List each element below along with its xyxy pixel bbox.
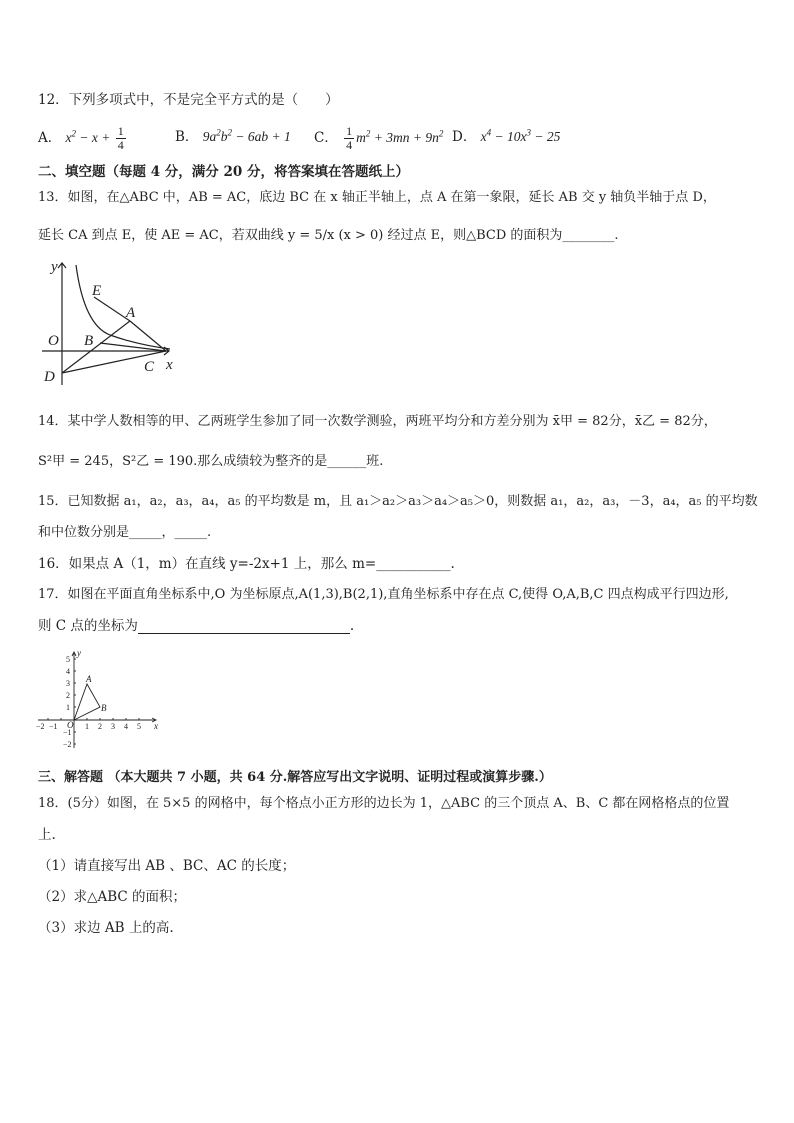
ytick-label: −2 (63, 740, 72, 749)
q17-line2: 则 C 点的坐标为 . (38, 618, 355, 634)
q18-line2: 上. (38, 827, 56, 843)
label-b: B (101, 703, 107, 713)
answer-blank[interactable] (138, 619, 350, 634)
option-label: B． (175, 129, 199, 145)
xtick-label: 4 (124, 722, 128, 731)
q12-stem: 12．下列多项式中，不是完全平方式的是（ ） (38, 92, 339, 108)
q13-line1: 13．如图，在△ABC 中，AB = AC，底边 BC 在 x 轴正半轴上，点 A 在第一象限，延长 AB 交 y 轴负半轴于点 D， (38, 190, 716, 205)
xtick-label: −2 (36, 722, 45, 731)
q18-sub1: （1）请直接写出 AB 、BC、AC 的长度； (38, 858, 296, 874)
line-ac (130, 321, 166, 351)
label-o: O (67, 720, 74, 730)
option-expr: $9a^2b^2 - 6ab + 1$ (202, 127, 291, 144)
q17-line1: 17．如图在平面直角坐标系中,O 为坐标原点,A(1,3),B(2,1),直角坐标系中存在点 C,使得 O,A,B,C 四点构成平行四边形, (38, 587, 729, 602)
ytick-label: 2 (66, 691, 70, 700)
option-label: C． (314, 130, 338, 146)
ytick-label: 5 (66, 655, 70, 664)
ytick-label: 1 (66, 703, 70, 712)
option-label: D． (452, 129, 477, 145)
xtick-label: 1 (85, 722, 89, 731)
q18-sub3: （3）求边 AB 上的高. (38, 920, 174, 936)
q12-option-c[interactable]: C． $\frac{1}{4}$ $m^2 + 3mn + 9n^2$ (314, 124, 444, 152)
label-e: E (92, 283, 102, 299)
xtick-label: 2 (98, 722, 102, 731)
label-b: B (84, 333, 94, 349)
q18-line1: 18．(5分）如图，在 5×5 的网格中，每个格点小正方形的边长为 1，△ABC 的三个顶点 A、B、C 都在网格格点的位置 (38, 796, 730, 811)
label-a: A (86, 674, 92, 684)
ytick-label: 4 (66, 667, 70, 676)
triangle-oab (74, 684, 100, 720)
label-a: A (126, 305, 136, 321)
label-d: D (44, 369, 55, 385)
ytick-label: −1 (63, 728, 72, 737)
q18-sub2: （2）求△ABC 的面积； (38, 889, 187, 905)
q17-figure (34, 648, 164, 753)
xtick-label: −1 (49, 722, 58, 731)
q13-figure (38, 255, 178, 390)
option-expr: $m^2 + 3mn + 9n^2$ (356, 128, 444, 145)
option-expr: $x^4 - 10x^3 - 25$ (480, 127, 561, 144)
q12-option-a[interactable]: A． $x^2 - x$ + $\frac{1}{4}$ (38, 124, 124, 152)
q15-line2: 和中位数分别是_____，_____. (38, 525, 212, 540)
q14-line1: 14．某中学人数相等的甲、乙两班学生参加了同一次数学测验，两班平均分和方差分别为 x̄甲 = 82分，x̄乙 = 82分， (38, 414, 717, 429)
line-ea (94, 297, 130, 321)
q12-option-b[interactable] (175, 125, 291, 145)
xtick-label: 3 (111, 722, 115, 731)
label-c: C (144, 359, 155, 375)
q12-option-d[interactable] (452, 125, 560, 145)
q14-line2: S²甲 = 245，S²乙 = 190.那么成绩较为整齐的是______班. (38, 454, 384, 469)
q15-line1: 15．已知数据 a₁，a₂，a₃，a₄，a₅ 的平均数是 m，且 a₁＞a₂＞a₃＞a₄＞a₅＞0，则数据 a₁，a₂，a₃，－3，a₄，a₅ 的平均数 (38, 494, 758, 509)
option-label: A． (38, 130, 62, 146)
xtick-label: 5 (137, 722, 141, 731)
label-y: y (77, 648, 81, 658)
ytick-label: 3 (66, 679, 70, 688)
q17-line2-text: 则 C 点的坐标为 (38, 618, 138, 634)
label-x: x (166, 357, 173, 373)
section-2-heading: 二、填空题（每题 4 分，满分 20 分，将答案填在答题纸上） (38, 164, 409, 180)
section-3-heading: 三、解答题 （本大题共 7 小题，共 64 分.解答应写出文字说明、证明过程或演算步骤.） (38, 770, 552, 785)
label-y: y (51, 259, 58, 275)
q16-line: 16．如果点 A（1，m）在直线 y=-2x+1 上，那么 m=___________. (38, 556, 455, 572)
label-o: O (48, 333, 59, 349)
label-x: x (154, 721, 158, 731)
q13-line2: 延长 CA 到点 E，使 AE = AC，若双曲线 y = 5/x (x > 0) 经过点 E，则△BCD 的面积为________. (38, 228, 619, 243)
option-expr: $x^2 - x$ + (65, 128, 114, 145)
